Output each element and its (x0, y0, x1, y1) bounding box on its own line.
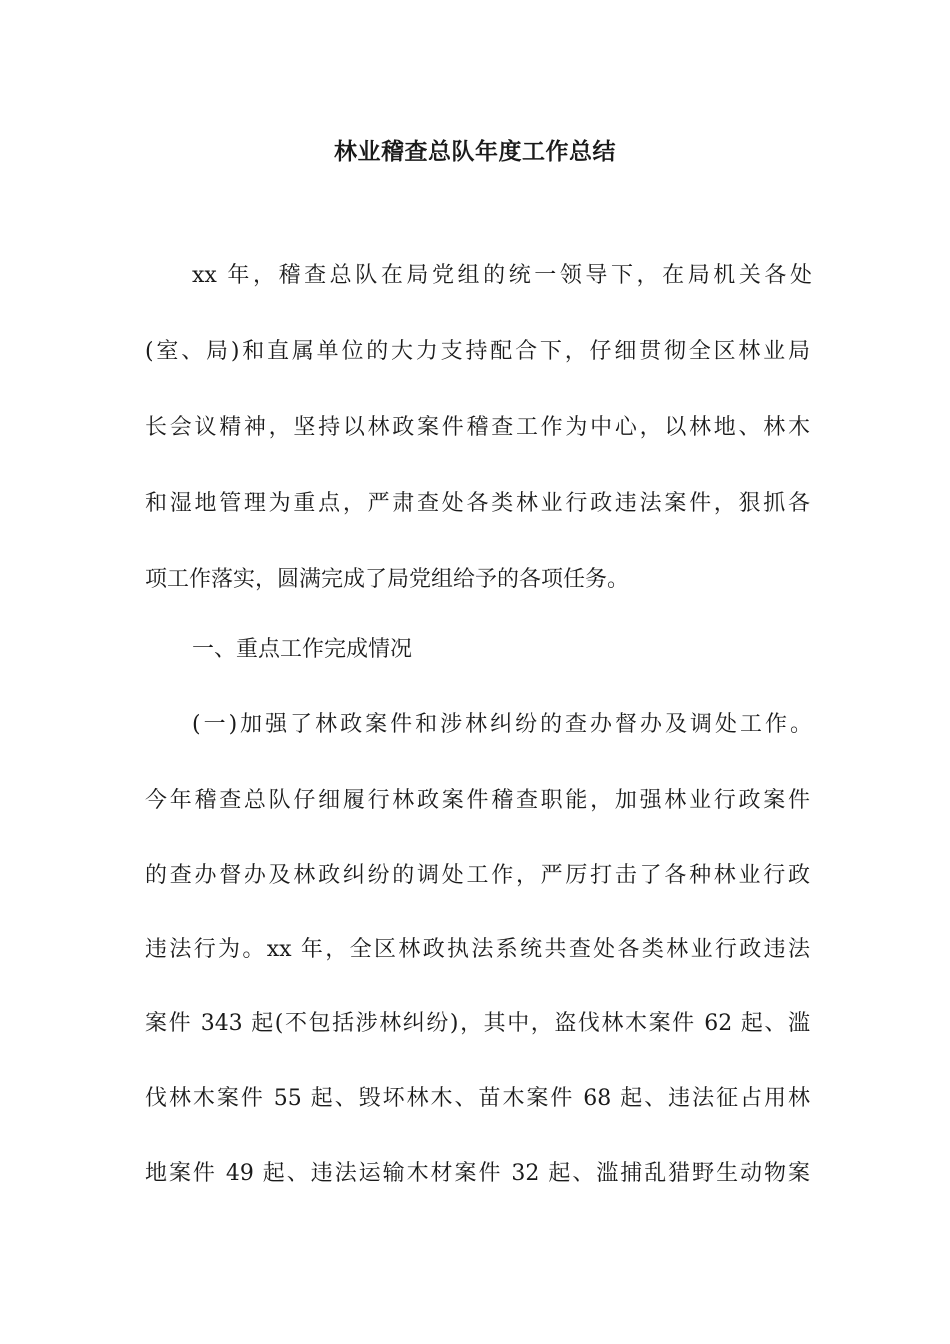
paragraph-line: 伐林木案件 55 起、毁坏林木、苗木案件 68 起、违法征占用林 (145, 1086, 810, 1111)
paragraph-line: 案件 343 起(不包括涉林纠纷)，其中，盗伐林木案件 62 起、滥 (145, 1011, 810, 1036)
paragraph-line: (室、局)和直属单位的大力支持配合下，仔细贯彻全区林业局 (145, 339, 810, 364)
document-title: 林业稽查总队年度工作总结 (334, 139, 616, 165)
paragraph-line: xx 年，稽查总队在局党组的统一领导下，在局机关各处 (192, 263, 812, 288)
paragraph-line: 的查办督办及林政纠纷的调处工作，严厉打击了各种林业行政 (145, 863, 810, 888)
paragraph-line: 长会议精神，坚持以林政案件稽查工作为中心，以林地、林木 (145, 415, 810, 440)
paragraph-line: 地案件 49 起、违法运输木材案件 32 起、滥捕乱猎野生动物案 (145, 1161, 810, 1186)
paragraph-line: 项工作落实，圆满完成了局党组给予的各项任务。 (145, 567, 630, 592)
paragraph-line: 今年稽查总队仔细履行林政案件稽查职能，加强林业行政案件 (145, 788, 810, 813)
section-heading: 一、重点工作完成情况 (192, 637, 413, 662)
paragraph-line: 违法行为。xx 年，全区林政执法系统共查处各类林业行政违法 (145, 937, 810, 962)
subsection-heading: (一)加强了林政案件和涉林纠纷的查办督办及调处工作。 (192, 712, 812, 737)
paragraph-line: 和湿地管理为重点，严肃查处各类林业行政违法案件，狠抓各 (145, 491, 810, 516)
